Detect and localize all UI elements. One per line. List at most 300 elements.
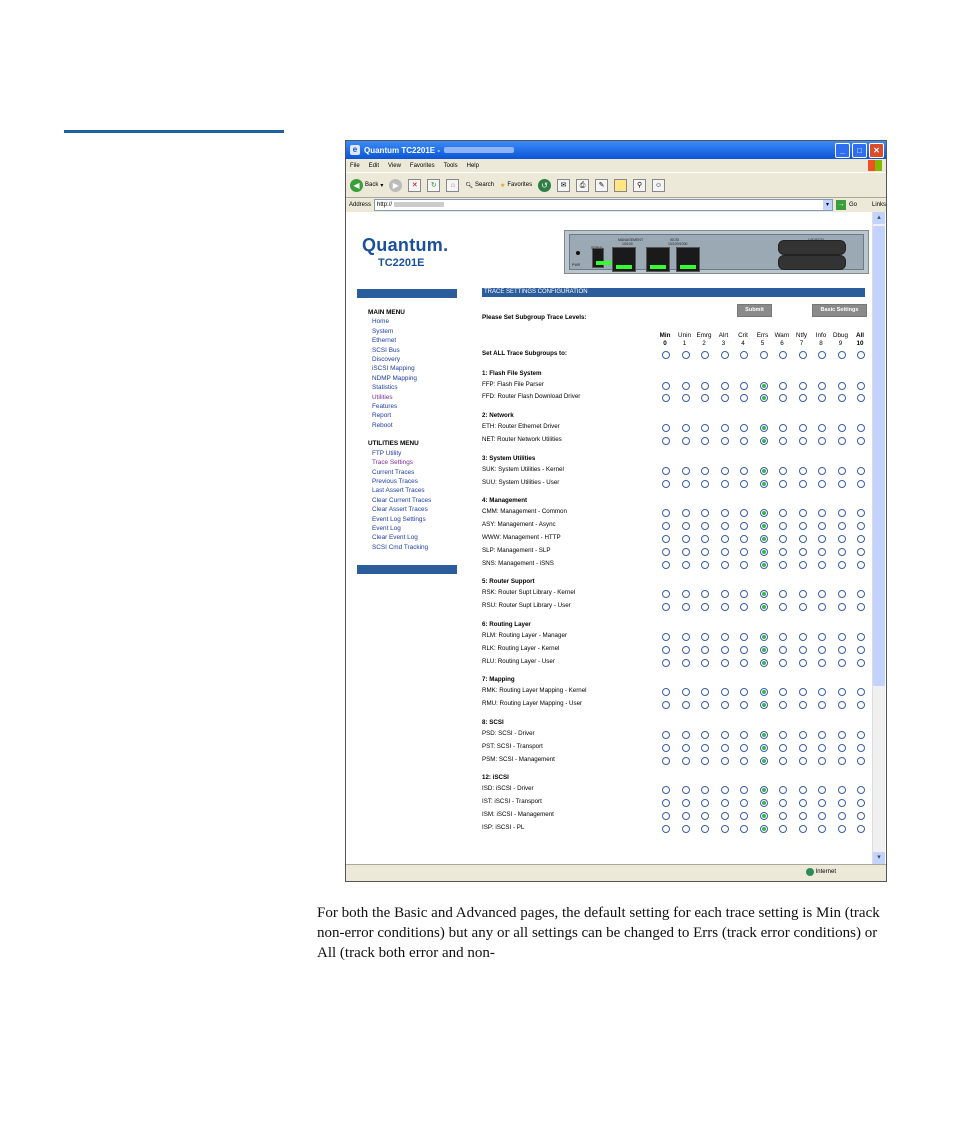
subgroup-radio-min[interactable] — [662, 590, 670, 598]
subgroup-radio-min[interactable] — [662, 659, 670, 667]
subgroup-radio-unin[interactable] — [682, 825, 690, 833]
subgroup-radio-dbug[interactable] — [838, 701, 846, 709]
subgroup-radio-alrt[interactable] — [721, 688, 729, 696]
subgroup-radio-info[interactable] — [818, 424, 826, 432]
subgroup-radio-unin[interactable] — [682, 535, 690, 543]
subgroup-radio-crit[interactable] — [740, 437, 748, 445]
subgroup-radio-dbug[interactable] — [838, 646, 846, 654]
messenger-icon[interactable]: ☺ — [652, 179, 665, 192]
subgroup-radio-all[interactable] — [857, 633, 865, 641]
subgroup-radio-min[interactable] — [662, 812, 670, 820]
subgroup-radio-alrt[interactable] — [721, 480, 729, 488]
subgroup-radio-all[interactable] — [857, 480, 865, 488]
subgroup-radio-unin[interactable] — [682, 812, 690, 820]
maximize-button[interactable]: □ — [852, 143, 867, 158]
subgroup-radio-info[interactable] — [818, 731, 826, 739]
subgroup-radio-crit[interactable] — [740, 744, 748, 752]
subgroup-radio-alrt[interactable] — [721, 731, 729, 739]
home-icon[interactable]: ⌂ — [446, 179, 459, 192]
address-input[interactable] — [374, 199, 833, 211]
mail-icon[interactable]: ✉ — [557, 179, 570, 192]
subgroup-radio-min[interactable] — [662, 786, 670, 794]
subgroup-radio-errs[interactable] — [760, 757, 768, 765]
set-all-radio-alrt[interactable] — [721, 351, 729, 359]
subgroup-radio-warn[interactable] — [779, 509, 787, 517]
subgroup-radio-emrg[interactable] — [701, 590, 709, 598]
refresh-icon[interactable]: ↻ — [427, 179, 440, 192]
subgroup-radio-warn[interactable] — [779, 535, 787, 543]
subgroup-radio-dbug[interactable] — [838, 522, 846, 530]
vertical-scrollbar[interactable] — [872, 212, 885, 864]
subgroup-radio-emrg[interactable] — [701, 825, 709, 833]
subgroup-radio-crit[interactable] — [740, 799, 748, 807]
subgroup-radio-all[interactable] — [857, 757, 865, 765]
submit-button[interactable]: Submit — [737, 304, 772, 317]
subgroup-radio-alrt[interactable] — [721, 535, 729, 543]
scroll-thumb[interactable] — [873, 226, 885, 686]
subgroup-radio-unin[interactable] — [682, 786, 690, 794]
subgroup-radio-info[interactable] — [818, 394, 826, 402]
subgroup-radio-errs[interactable] — [760, 394, 768, 402]
subgroup-radio-ntfy[interactable] — [799, 535, 807, 543]
subgroup-radio-dbug[interactable] — [838, 535, 846, 543]
subgroup-radio-crit[interactable] — [740, 509, 748, 517]
main-menu-item[interactable]: Features — [372, 403, 398, 411]
main-menu-item[interactable]: NDMP Mapping — [372, 374, 417, 382]
subgroup-radio-emrg[interactable] — [701, 633, 709, 641]
subgroup-radio-info[interactable] — [818, 382, 826, 390]
subgroup-radio-unin[interactable] — [682, 633, 690, 641]
subgroup-radio-all[interactable] — [857, 659, 865, 667]
subgroup-radio-ntfy[interactable] — [799, 731, 807, 739]
subgroup-radio-warn[interactable] — [779, 467, 787, 475]
subgroup-radio-min[interactable] — [662, 701, 670, 709]
subgroup-radio-min[interactable] — [662, 382, 670, 390]
subgroup-radio-dbug[interactable] — [838, 786, 846, 794]
subgroup-radio-unin[interactable] — [682, 480, 690, 488]
subgroup-radio-errs[interactable] — [760, 786, 768, 794]
subgroup-radio-min[interactable] — [662, 688, 670, 696]
set-all-radio-all[interactable] — [857, 351, 865, 359]
main-menu-item[interactable]: Discovery — [372, 356, 401, 364]
subgroup-radio-ntfy[interactable] — [799, 659, 807, 667]
subgroup-radio-all[interactable] — [857, 509, 865, 517]
subgroup-radio-ntfy[interactable] — [799, 561, 807, 569]
subgroup-radio-emrg[interactable] — [701, 561, 709, 569]
subgroup-radio-crit[interactable] — [740, 480, 748, 488]
subgroup-radio-all[interactable] — [857, 603, 865, 611]
utilities-menu-item[interactable]: Trace Settings — [372, 459, 413, 467]
subgroup-radio-emrg[interactable] — [701, 731, 709, 739]
subgroup-radio-info[interactable] — [818, 522, 826, 530]
subgroup-radio-min[interactable] — [662, 825, 670, 833]
subgroup-radio-emrg[interactable] — [701, 522, 709, 530]
subgroup-radio-warn[interactable] — [779, 590, 787, 598]
subgroup-radio-all[interactable] — [857, 646, 865, 654]
subgroup-radio-all[interactable] — [857, 382, 865, 390]
subgroup-radio-alrt[interactable] — [721, 825, 729, 833]
subgroup-radio-all[interactable] — [857, 786, 865, 794]
subgroup-radio-info[interactable] — [818, 688, 826, 696]
subgroup-radio-min[interactable] — [662, 744, 670, 752]
subgroup-radio-all[interactable] — [857, 424, 865, 432]
subgroup-radio-min[interactable] — [662, 799, 670, 807]
subgroup-radio-warn[interactable] — [779, 548, 787, 556]
subgroup-radio-emrg[interactable] — [701, 424, 709, 432]
subgroup-radio-ntfy[interactable] — [799, 480, 807, 488]
subgroup-radio-info[interactable] — [818, 535, 826, 543]
subgroup-radio-min[interactable] — [662, 437, 670, 445]
main-menu-item[interactable]: Ethernet — [372, 337, 397, 345]
subgroup-radio-crit[interactable] — [740, 786, 748, 794]
subgroup-radio-all[interactable] — [857, 548, 865, 556]
subgroup-radio-errs[interactable] — [760, 480, 768, 488]
address-dropdown-icon[interactable]: ▾ — [823, 200, 832, 210]
subgroup-radio-errs[interactable] — [760, 424, 768, 432]
subgroup-radio-alrt[interactable] — [721, 548, 729, 556]
subgroup-radio-emrg[interactable] — [701, 509, 709, 517]
subgroup-radio-info[interactable] — [818, 744, 826, 752]
subgroup-radio-ntfy[interactable] — [799, 812, 807, 820]
subgroup-radio-ntfy[interactable] — [799, 701, 807, 709]
subgroup-radio-all[interactable] — [857, 561, 865, 569]
menu-file[interactable]: File — [350, 162, 360, 169]
set-all-radio-emrg[interactable] — [701, 351, 709, 359]
subgroup-radio-ntfy[interactable] — [799, 467, 807, 475]
subgroup-radio-alrt[interactable] — [721, 812, 729, 820]
subgroup-radio-alrt[interactable] — [721, 394, 729, 402]
subgroup-radio-errs[interactable] — [760, 382, 768, 390]
subgroup-radio-dbug[interactable] — [838, 633, 846, 641]
subgroup-radio-ntfy[interactable] — [799, 825, 807, 833]
subgroup-radio-errs[interactable] — [760, 659, 768, 667]
edit-icon[interactable]: ✎ — [595, 179, 608, 192]
subgroup-radio-unin[interactable] — [682, 799, 690, 807]
subgroup-radio-dbug[interactable] — [838, 812, 846, 820]
utilities-menu-item[interactable]: Clear Event Log — [372, 534, 418, 542]
subgroup-radio-alrt[interactable] — [721, 633, 729, 641]
subgroup-radio-unin[interactable] — [682, 437, 690, 445]
subgroup-radio-warn[interactable] — [779, 646, 787, 654]
subgroup-radio-unin[interactable] — [682, 731, 690, 739]
close-button[interactable]: ✕ — [869, 143, 884, 158]
subgroup-radio-warn[interactable] — [779, 825, 787, 833]
go-button[interactable]: Go — [848, 202, 857, 208]
subgroup-radio-warn[interactable] — [779, 394, 787, 402]
scroll-up-icon[interactable]: ▴ — [873, 212, 885, 224]
subgroup-radio-errs[interactable] — [760, 590, 768, 598]
subgroup-radio-warn[interactable] — [779, 659, 787, 667]
set-all-radio-info[interactable] — [818, 351, 826, 359]
subgroup-radio-emrg[interactable] — [701, 382, 709, 390]
subgroup-radio-all[interactable] — [857, 744, 865, 752]
subgroup-radio-min[interactable] — [662, 561, 670, 569]
utilities-menu-item[interactable]: Current Traces — [372, 468, 415, 476]
subgroup-radio-min[interactable] — [662, 603, 670, 611]
subgroup-radio-emrg[interactable] — [701, 701, 709, 709]
basic-settings-button[interactable]: Basic Settings — [812, 304, 867, 317]
subgroup-radio-ntfy[interactable] — [799, 382, 807, 390]
subgroup-radio-errs[interactable] — [760, 744, 768, 752]
subgroup-radio-warn[interactable] — [779, 744, 787, 752]
subgroup-radio-crit[interactable] — [740, 812, 748, 820]
subgroup-radio-crit[interactable] — [740, 825, 748, 833]
subgroup-radio-min[interactable] — [662, 731, 670, 739]
subgroup-radio-dbug[interactable] — [838, 757, 846, 765]
subgroup-radio-warn[interactable] — [779, 786, 787, 794]
subgroup-radio-min[interactable] — [662, 509, 670, 517]
subgroup-radio-alrt[interactable] — [721, 424, 729, 432]
menu-favorites[interactable]: Favorites — [409, 162, 435, 169]
utilities-menu-item[interactable]: FTP Utility — [372, 449, 402, 457]
subgroup-radio-unin[interactable] — [682, 467, 690, 475]
utilities-menu-item[interactable]: Clear Assert Traces — [372, 506, 428, 514]
subgroup-radio-info[interactable] — [818, 757, 826, 765]
subgroup-radio-info[interactable] — [818, 659, 826, 667]
subgroup-radio-unin[interactable] — [682, 394, 690, 402]
subgroup-radio-warn[interactable] — [779, 799, 787, 807]
subgroup-radio-alrt[interactable] — [721, 437, 729, 445]
subgroup-radio-all[interactable] — [857, 590, 865, 598]
subgroup-radio-unin[interactable] — [682, 522, 690, 530]
folder-icon[interactable] — [614, 179, 627, 192]
subgroup-radio-dbug[interactable] — [838, 590, 846, 598]
subgroup-radio-warn[interactable] — [779, 561, 787, 569]
subgroup-radio-info[interactable] — [818, 633, 826, 641]
subgroup-radio-warn[interactable] — [779, 757, 787, 765]
utilities-menu-item[interactable]: Clear Current Traces — [372, 496, 432, 504]
main-menu-item[interactable]: Home — [372, 318, 390, 326]
subgroup-radio-ntfy[interactable] — [799, 424, 807, 432]
subgroup-radio-errs[interactable] — [760, 561, 768, 569]
subgroup-radio-crit[interactable] — [740, 701, 748, 709]
set-all-radio-min[interactable] — [662, 351, 670, 359]
subgroup-radio-emrg[interactable] — [701, 603, 709, 611]
subgroup-radio-crit[interactable] — [740, 548, 748, 556]
subgroup-radio-unin[interactable] — [682, 744, 690, 752]
subgroup-radio-alrt[interactable] — [721, 603, 729, 611]
subgroup-radio-warn[interactable] — [779, 633, 787, 641]
set-all-radio-dbug[interactable] — [838, 351, 846, 359]
subgroup-radio-emrg[interactable] — [701, 480, 709, 488]
set-all-radio-crit[interactable] — [740, 351, 748, 359]
subgroup-radio-dbug[interactable] — [838, 603, 846, 611]
subgroup-radio-crit[interactable] — [740, 561, 748, 569]
subgroup-radio-ntfy[interactable] — [799, 522, 807, 530]
subgroup-radio-min[interactable] — [662, 467, 670, 475]
subgroup-radio-all[interactable] — [857, 825, 865, 833]
subgroup-radio-ntfy[interactable] — [799, 394, 807, 402]
subgroup-radio-all[interactable] — [857, 437, 865, 445]
forward-button[interactable]: ▶ — [389, 179, 402, 192]
subgroup-radio-crit[interactable] — [740, 659, 748, 667]
subgroup-radio-dbug[interactable] — [838, 437, 846, 445]
subgroup-radio-all[interactable] — [857, 701, 865, 709]
subgroup-radio-emrg[interactable] — [701, 535, 709, 543]
subgroup-radio-info[interactable] — [818, 646, 826, 654]
subgroup-radio-ntfy[interactable] — [799, 633, 807, 641]
subgroup-radio-alrt[interactable] — [721, 799, 729, 807]
subgroup-radio-warn[interactable] — [779, 424, 787, 432]
subgroup-radio-alrt[interactable] — [721, 509, 729, 517]
utilities-menu-item[interactable]: Event Log Settings — [372, 515, 426, 523]
subgroup-radio-crit[interactable] — [740, 467, 748, 475]
subgroup-radio-min[interactable] — [662, 757, 670, 765]
subgroup-radio-dbug[interactable] — [838, 509, 846, 517]
subgroup-radio-ntfy[interactable] — [799, 799, 807, 807]
main-menu-item[interactable]: Statistics — [372, 384, 398, 392]
subgroup-radio-warn[interactable] — [779, 731, 787, 739]
subgroup-radio-unin[interactable] — [682, 757, 690, 765]
subgroup-radio-crit[interactable] — [740, 590, 748, 598]
search-button[interactable] — [465, 182, 494, 189]
subgroup-radio-alrt[interactable] — [721, 467, 729, 475]
subgroup-radio-min[interactable] — [662, 646, 670, 654]
subgroup-radio-dbug[interactable] — [838, 825, 846, 833]
set-all-radio-warn[interactable] — [779, 351, 787, 359]
subgroup-radio-emrg[interactable] — [701, 659, 709, 667]
subgroup-radio-dbug[interactable] — [838, 382, 846, 390]
subgroup-radio-unin[interactable] — [682, 688, 690, 696]
subgroup-radio-emrg[interactable] — [701, 799, 709, 807]
subgroup-radio-emrg[interactable] — [701, 467, 709, 475]
subgroup-radio-min[interactable] — [662, 522, 670, 530]
subgroup-radio-ntfy[interactable] — [799, 548, 807, 556]
main-menu-item[interactable]: System — [372, 327, 394, 335]
utilities-menu-item[interactable]: Previous Traces — [372, 477, 418, 485]
subgroup-radio-alrt[interactable] — [721, 744, 729, 752]
subgroup-radio-dbug[interactable] — [838, 480, 846, 488]
subgroup-radio-min[interactable] — [662, 548, 670, 556]
subgroup-radio-emrg[interactable] — [701, 744, 709, 752]
subgroup-radio-info[interactable] — [818, 590, 826, 598]
subgroup-radio-unin[interactable] — [682, 424, 690, 432]
subgroup-radio-warn[interactable] — [779, 522, 787, 530]
subgroup-radio-warn[interactable] — [779, 701, 787, 709]
subgroup-radio-dbug[interactable] — [838, 467, 846, 475]
subgroup-radio-warn[interactable] — [779, 688, 787, 696]
subgroup-radio-errs[interactable] — [760, 437, 768, 445]
subgroup-radio-ntfy[interactable] — [799, 437, 807, 445]
subgroup-radio-min[interactable] — [662, 535, 670, 543]
subgroup-radio-info[interactable] — [818, 467, 826, 475]
subgroup-radio-info[interactable] — [818, 799, 826, 807]
subgroup-radio-all[interactable] — [857, 394, 865, 402]
set-all-radio-ntfy[interactable] — [799, 351, 807, 359]
subgroup-radio-crit[interactable] — [740, 731, 748, 739]
subgroup-radio-emrg[interactable] — [701, 646, 709, 654]
subgroup-radio-ntfy[interactable] — [799, 688, 807, 696]
subgroup-radio-unin[interactable] — [682, 646, 690, 654]
subgroup-radio-emrg[interactable] — [701, 688, 709, 696]
subgroup-radio-emrg[interactable] — [701, 786, 709, 794]
subgroup-radio-errs[interactable] — [760, 603, 768, 611]
subgroup-radio-alrt[interactable] — [721, 701, 729, 709]
subgroup-radio-info[interactable] — [818, 437, 826, 445]
subgroup-radio-alrt[interactable] — [721, 659, 729, 667]
subgroup-radio-crit[interactable] — [740, 394, 748, 402]
subgroup-radio-info[interactable] — [818, 561, 826, 569]
scroll-down-icon[interactable]: ▾ — [873, 852, 885, 864]
subgroup-radio-dbug[interactable] — [838, 394, 846, 402]
subgroup-radio-crit[interactable] — [740, 688, 748, 696]
subgroup-radio-errs[interactable] — [760, 535, 768, 543]
subgroup-radio-alrt[interactable] — [721, 786, 729, 794]
subgroup-radio-info[interactable] — [818, 480, 826, 488]
subgroup-radio-info[interactable] — [818, 812, 826, 820]
subgroup-radio-errs[interactable] — [760, 701, 768, 709]
subgroup-radio-crit[interactable] — [740, 424, 748, 432]
subgroup-radio-all[interactable] — [857, 535, 865, 543]
subgroup-radio-unin[interactable] — [682, 701, 690, 709]
menu-help[interactable]: Help — [466, 162, 479, 169]
subgroup-radio-alrt[interactable] — [721, 757, 729, 765]
subgroup-radio-unin[interactable] — [682, 509, 690, 517]
subgroup-radio-crit[interactable] — [740, 535, 748, 543]
main-menu-item[interactable]: Utilities — [372, 393, 393, 401]
subgroup-radio-min[interactable] — [662, 480, 670, 488]
subgroup-radio-crit[interactable] — [740, 646, 748, 654]
links-button[interactable]: Links — [871, 202, 886, 208]
main-menu-item[interactable]: SCSI Bus — [372, 346, 400, 354]
print-icon[interactable]: ⎙ — [576, 179, 589, 192]
subgroup-radio-crit[interactable] — [740, 633, 748, 641]
main-menu-item[interactable]: iSCSI Mapping — [372, 365, 415, 373]
subgroup-radio-crit[interactable] — [740, 603, 748, 611]
subgroup-radio-unin[interactable] — [682, 603, 690, 611]
favorites-button[interactable] — [500, 182, 532, 189]
subgroup-radio-emrg[interactable] — [701, 437, 709, 445]
subgroup-radio-alrt[interactable] — [721, 561, 729, 569]
subgroup-radio-errs[interactable] — [760, 633, 768, 641]
utilities-menu-item[interactable]: SCSI Cmd Tracking — [372, 543, 429, 551]
go-arrow-icon[interactable]: → — [837, 201, 845, 208]
utilities-menu-item[interactable]: Event Log — [372, 524, 401, 532]
subgroup-radio-info[interactable] — [818, 701, 826, 709]
subgroup-radio-emrg[interactable] — [701, 757, 709, 765]
subgroup-radio-min[interactable] — [662, 633, 670, 641]
subgroup-radio-crit[interactable] — [740, 522, 748, 530]
subgroup-radio-all[interactable] — [857, 688, 865, 696]
menu-view[interactable]: View — [388, 162, 401, 169]
subgroup-radio-min[interactable] — [662, 394, 670, 402]
stop-icon[interactable]: ✕ — [408, 179, 421, 192]
subgroup-radio-alrt[interactable] — [721, 522, 729, 530]
subgroup-radio-info[interactable] — [818, 548, 826, 556]
subgroup-radio-warn[interactable] — [779, 812, 787, 820]
main-menu-item[interactable]: Reboot — [372, 421, 393, 429]
menu-edit[interactable]: Edit — [368, 162, 380, 169]
subgroup-radio-dbug[interactable] — [838, 561, 846, 569]
subgroup-radio-unin[interactable] — [682, 382, 690, 390]
subgroup-radio-ntfy[interactable] — [799, 786, 807, 794]
subgroup-radio-warn[interactable] — [779, 382, 787, 390]
subgroup-radio-dbug[interactable] — [838, 548, 846, 556]
subgroup-radio-errs[interactable] — [760, 522, 768, 530]
subgroup-radio-info[interactable] — [818, 786, 826, 794]
subgroup-radio-unin[interactable] — [682, 659, 690, 667]
subgroup-radio-ntfy[interactable] — [799, 590, 807, 598]
subgroup-radio-info[interactable] — [818, 825, 826, 833]
subgroup-radio-unin[interactable] — [682, 590, 690, 598]
subgroup-radio-ntfy[interactable] — [799, 744, 807, 752]
subgroup-radio-crit[interactable] — [740, 382, 748, 390]
subgroup-radio-dbug[interactable] — [838, 659, 846, 667]
menu-tools[interactable]: Tools — [443, 162, 458, 169]
subgroup-radio-ntfy[interactable] — [799, 603, 807, 611]
set-all-radio-errs[interactable] — [760, 351, 768, 359]
utilities-menu-item[interactable]: Last Assert Traces — [372, 487, 425, 495]
